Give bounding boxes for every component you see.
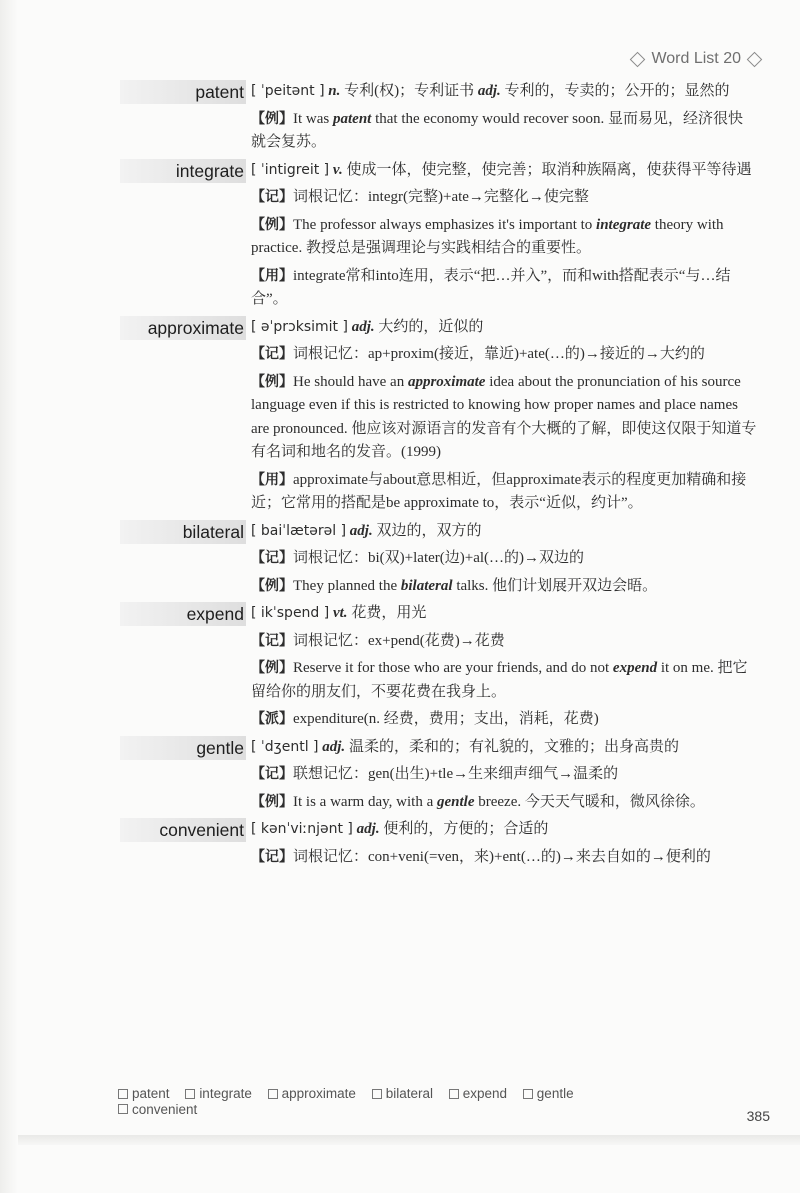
diamond-right-icon xyxy=(747,51,763,67)
headword: patent xyxy=(195,82,244,102)
definition: [ ˈpeitənt ] n. 专利(权)；专利证书 adj. 专利的，专卖的；公开的；显然的 xyxy=(251,83,730,99)
memory-tip: 【记】词根记忆：ap+proxim(接近，靠近)+ate(…的)→接近的→大约的 xyxy=(251,346,705,362)
example: 【例】They planned the bilateral talks. 他们计划展开双边会晤。 xyxy=(251,577,658,594)
page-number: 385 xyxy=(746,1108,770,1124)
usage-note: 【用】integrate常和into连用，表示“把…并入”，而和with搭配表示“与…结合”。 xyxy=(251,267,731,307)
checkbox-icon[interactable] xyxy=(268,1089,278,1099)
checkbox-icon[interactable] xyxy=(372,1089,382,1099)
diamond-left-icon xyxy=(630,51,646,67)
example: 【例】Reserve it for those who are your friends, and do not expend it on me. 把它留给你的朋友们，不要花费在我身上。 xyxy=(251,660,748,700)
example: 【例】He should have an approximate idea about the pronunciation of his source language even if this is restricted to knowing how proper names and place names are pronounced. 他应该对源语言的发音有个大概的了解，即使这仅限于知道专有名词和地名的发音。(1999) xyxy=(251,373,757,460)
headword: convenient xyxy=(159,820,244,840)
entry-bilateral xyxy=(0,520,800,599)
entry-gentle xyxy=(0,736,800,815)
definition: [ ikˈspend ] vt. 花费，用光 xyxy=(251,605,427,621)
headword: approximate xyxy=(147,317,244,338)
review-checklist xyxy=(118,1086,648,1117)
definition: [ baiˈlætərəl ] adj. 双边的，双方的 xyxy=(251,522,482,539)
example: 【例】It is a warm day, with a gentle breeze. 今天天气暖和，微风徐徐。 xyxy=(251,793,705,810)
memory-tip: 【记】联想记忆：gen(出生)+tle→生来细声细气→温柔的 xyxy=(251,766,619,782)
entry-patent xyxy=(0,80,800,155)
checklist-item-approximate[interactable]: approximate xyxy=(268,1086,356,1101)
word-entries xyxy=(0,80,800,873)
memory-tip: 【记】词根记忆：integr(完整)+ate→完整化→使完整 xyxy=(251,189,589,205)
checkbox-icon[interactable] xyxy=(449,1089,459,1099)
headword: expend xyxy=(186,604,244,624)
memory-tip: 【记】词根记忆：con+veni(=ven，来)+ent(…的)→来去自如的→便利的 xyxy=(251,848,711,865)
checkbox-icon[interactable] xyxy=(185,1089,195,1099)
page-header xyxy=(632,50,760,68)
checkbox-icon[interactable] xyxy=(523,1089,533,1099)
checklist-item-bilateral[interactable]: bilateral xyxy=(372,1086,433,1101)
checkbox-icon[interactable] xyxy=(118,1104,128,1114)
checklist-item-integrate[interactable]: integrate xyxy=(185,1086,252,1101)
entry-convenient xyxy=(0,818,800,869)
headword: gentle xyxy=(196,737,244,758)
entry-approximate xyxy=(0,316,800,516)
usage-note: 【用】approximate与about意思相近，但approximate表示的程度更加精确和接近；它常用的搭配是be approximate to，表示“近似，约计”。 xyxy=(251,471,747,511)
definition: [ əˈprɔksimit ] adj. 大约的，近似的 xyxy=(251,318,484,335)
checkbox-icon[interactable] xyxy=(118,1089,128,1099)
checklist-item-expend[interactable]: expend xyxy=(449,1086,507,1101)
headword: integrate xyxy=(175,160,244,181)
example: 【例】It was patent that the economy would recover soon. 显而易见，经济很快就会复苏。 xyxy=(251,110,743,150)
headword: bilateral xyxy=(182,521,244,542)
entry-expend xyxy=(0,602,800,732)
definition: [ ˈintigreit ] v. 使成一体，使完整，使完善；取消种族隔离，使获得平等待遇 xyxy=(251,161,752,178)
checklist-item-patent[interactable]: patent xyxy=(118,1086,170,1101)
derivative: 【派】expenditure(n. 经费，费用；支出，消耗，花费) xyxy=(251,711,599,727)
memory-tip: 【记】词根记忆：bi(双)+later(边)+al(…的)→双边的 xyxy=(251,550,585,566)
checklist-item-gentle[interactable]: gentle xyxy=(523,1086,574,1101)
memory-tip: 【记】词根记忆：ex+pend(花费)→花费 xyxy=(251,632,505,649)
header-title: Word List 20 xyxy=(651,50,741,67)
definition: [ kənˈviːnjənt ] adj. 便利的，方便的；合适的 xyxy=(251,821,549,837)
example: 【例】The professor always emphasizes it's important to integrate theory with practice. 教授总是强调理论与实践相结合的重要性。 xyxy=(251,216,724,256)
definition: [ ˈdʒentl ] adj. 温柔的，柔和的；有礼貌的，文雅的；出身高贵的 xyxy=(251,738,679,755)
entry-integrate xyxy=(0,159,800,312)
checklist-item-convenient[interactable]: convenient xyxy=(118,1102,197,1117)
